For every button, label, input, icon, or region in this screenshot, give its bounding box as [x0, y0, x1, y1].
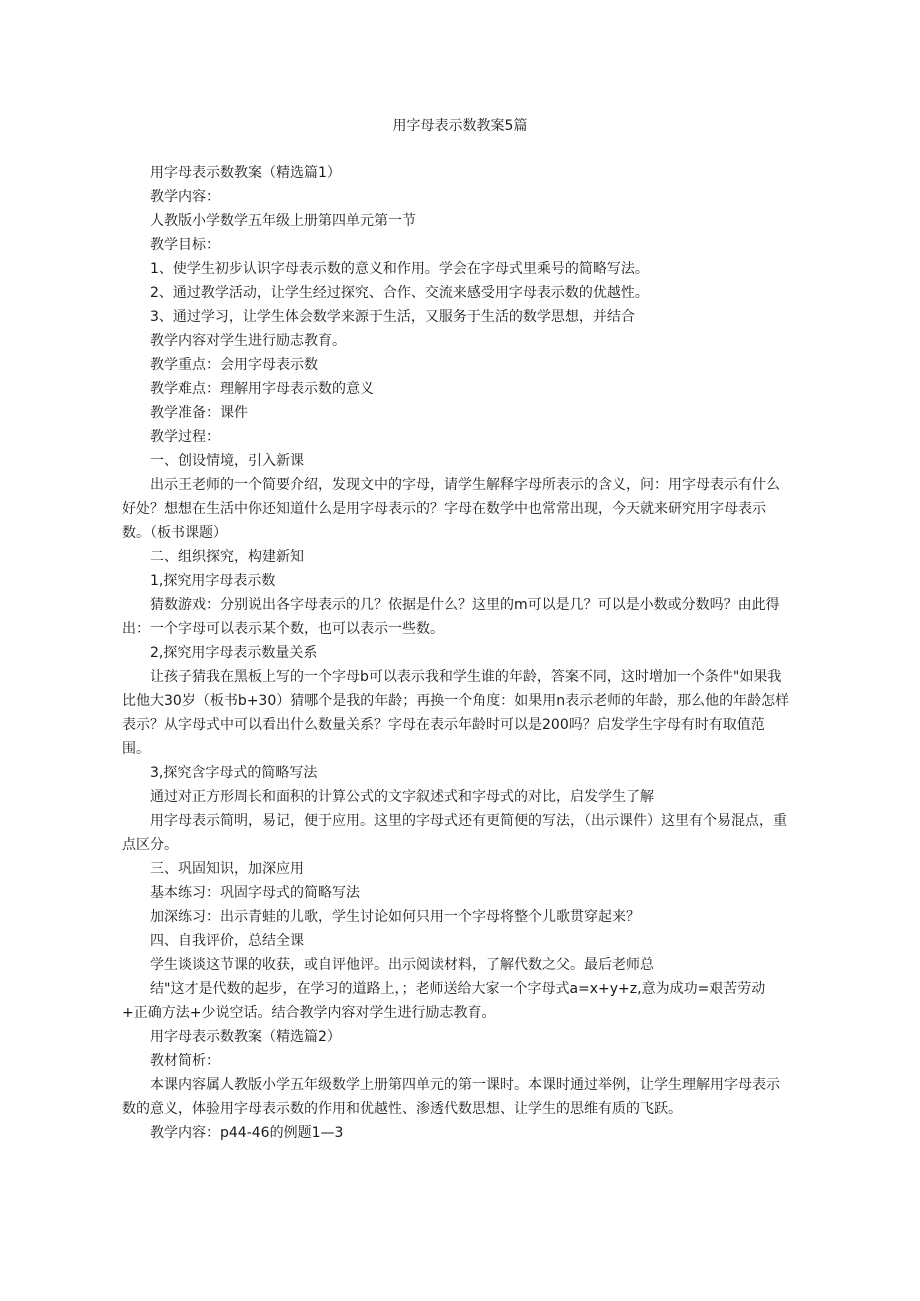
paragraph: 学生谈谈这节课的收获，或自评他评。出示阅读材料，了解代数之父。最后老师总 — [150, 957, 654, 973]
paragraph: 3,探究含字母式的简略写法 — [150, 765, 318, 781]
paragraph: 教学过程： — [150, 429, 220, 445]
paragraph: 1,探究用字母表示数 — [150, 573, 276, 589]
paragraph: 教学重点：会用字母表示数 — [150, 357, 318, 373]
paragraph: 2、通过教学活动，让学生经过探究、合作、交流来感受用字母表示数的优越性。 — [150, 285, 649, 301]
paragraph: 三、巩固知识，加深应用 — [150, 861, 304, 877]
section-heading: 用字母表示数教案（精选篇1） — [150, 165, 341, 181]
paragraph: 结"这才是代数的起步，在学习的道路上，；老师送给大家一个字母式a=x+y+z,意为成功=艰苦劳动+正确方法+少说空话。结合教学内容对学生进行励志教育。 — [122, 981, 766, 1021]
paragraph: 出示王老师的一个简要介绍，发现文中的字母，请学生解释字母所表示的含义，问：用字母表示有什么好处？想想在生活中你还知道什么是用字母表示的？字母在数学中也常常出现，今天就来研究用字母表示数。（板书课题） — [122, 477, 780, 541]
paragraph: 让孩子猜我在黑板上写的一个字母b可以表示我和学生谁的年龄，答案不同，这时增加一个条件"如果我比他大30岁（板书b+30）猜哪个是我的年龄；再换一个角度：如果用n表示老师的年龄，那么他的年龄怎样表示？从字母式中可以看出什么数量关系？字母在表示年龄时可以是200吗？启发学生字母有时有取值范围。 — [122, 669, 790, 757]
paragraph: 基本练习：巩固字母式的简略写法 — [150, 885, 360, 901]
paragraph: 本课内容属人教版小学五年级数学上册第四单元的第一课时。本课时通过举例，让学生理解用字母表示数的意义，体验用字母表示数的作用和优越性、渗透代数思想、让学生的思维有质的飞跃。 — [122, 1077, 780, 1117]
paragraph: 一、创设情境，引入新课 — [150, 453, 304, 469]
paragraph: 教学难点：理解用字母表示数的意义 — [150, 381, 374, 397]
paragraph: 加深练习：出示青蛙的儿歌，学生讨论如何只用一个字母将整个儿歌贯穿起来？ — [150, 909, 640, 925]
paragraph: 四、自我评价，总结全课 — [150, 933, 304, 949]
paragraph: 2,探究用字母表示数量关系 — [150, 645, 318, 661]
section-heading: 用字母表示数教案（精选篇2） — [150, 1029, 341, 1045]
paragraph: 人教版小学数学五年级上册第四单元第一节 — [150, 213, 416, 229]
paragraph: 教学目标： — [150, 237, 220, 253]
document-body — [122, 161, 790, 1145]
paragraph: 教材简析： — [150, 1053, 220, 1069]
paragraph: 教学准备：课件 — [150, 405, 248, 421]
paragraph: 二、组织探究，构建新知 — [150, 549, 304, 565]
paragraph: 教学内容：p44-46的例题1—3 — [150, 1125, 344, 1141]
paragraph: 用字母表示简明，易记，便于应用。这里的字母式还有更简便的写法，（出示课件）这里有个易混点，重点区分。 — [122, 813, 787, 853]
paragraph: 猜数游戏：分别说出各字母表示的几？依据是什么？这里的m可以是几？可以是小数或分数吗？由此得出：一个字母可以表示某个数，也可以表示一些数。 — [122, 597, 780, 637]
paragraph: 3、通过学习，让学生体会数学来源于生活，又服务于生活的数学思想，并结合 — [150, 309, 635, 325]
paragraph: 教学内容对学生进行励志教育。 — [150, 333, 346, 349]
document-title: 用字母表示数教案5篇 — [392, 118, 528, 134]
paragraph: 通过对正方形周长和面积的计算公式的文字叙述式和字母式的对比，启发学生了解 — [150, 789, 654, 805]
paragraph: 1、使学生初步认识字母表示数的意义和作用。学会在字母式里乘号的简略写法。 — [150, 261, 649, 277]
paragraph: 教学内容： — [150, 189, 220, 205]
